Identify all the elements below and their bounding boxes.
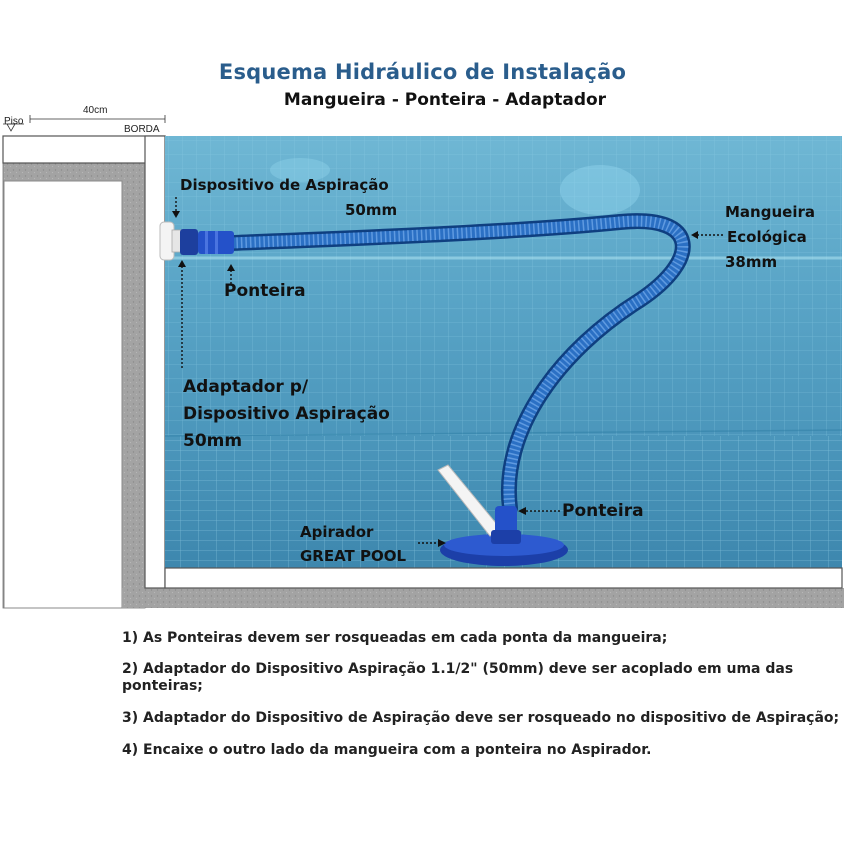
width-label: 40cm	[83, 105, 108, 116]
nozzle-bottom-label: Ponteira	[562, 501, 644, 521]
adapter-nozzle	[180, 229, 234, 255]
edge-label: BORDA	[124, 124, 160, 135]
note-item: 4) Encaixe o outro lado da mangueira com a ponteira no Aspirador.	[122, 742, 652, 758]
suction-device-label: Dispositivo de Aspiração	[180, 176, 389, 194]
adapter-label-3: 50mm	[183, 431, 243, 451]
note-item: 2) Adaptador do Dispositivo Aspiração 1.1/2" (50mm) deve ser acoplado em uma das ponteiras;	[122, 661, 794, 694]
nozzle-top-label: Ponteira	[224, 281, 306, 301]
adapter-label-2: Dispositivo Aspiração	[183, 404, 390, 424]
page-title: Esquema Hidráulico de Instalação	[218, 60, 627, 84]
hose-label-3: 38mm	[725, 253, 778, 271]
installation-notes	[122, 630, 844, 774]
note-item: 3) Adaptador do Dispositivo de Aspiração deve ser rosqueado no dispositivo de Aspiração;	[122, 710, 840, 726]
hose-label-1: Mangueira	[725, 203, 815, 221]
vacuum-label-1: Apirador	[300, 523, 374, 541]
note-item: 1) As Ponteiras devem ser rosqueadas em cada ponta da mangueira;	[122, 630, 668, 646]
hose-label-2: Ecológica	[727, 228, 807, 246]
adapter-label-1: Adaptador p/	[183, 377, 309, 397]
floor-label: Piso	[4, 116, 24, 127]
suction-device-size: 50mm	[345, 201, 398, 219]
vacuum-label-2: GREAT POOL	[300, 547, 407, 565]
page-subtitle: Mangueira - Ponteira - Adaptador	[283, 90, 607, 110]
